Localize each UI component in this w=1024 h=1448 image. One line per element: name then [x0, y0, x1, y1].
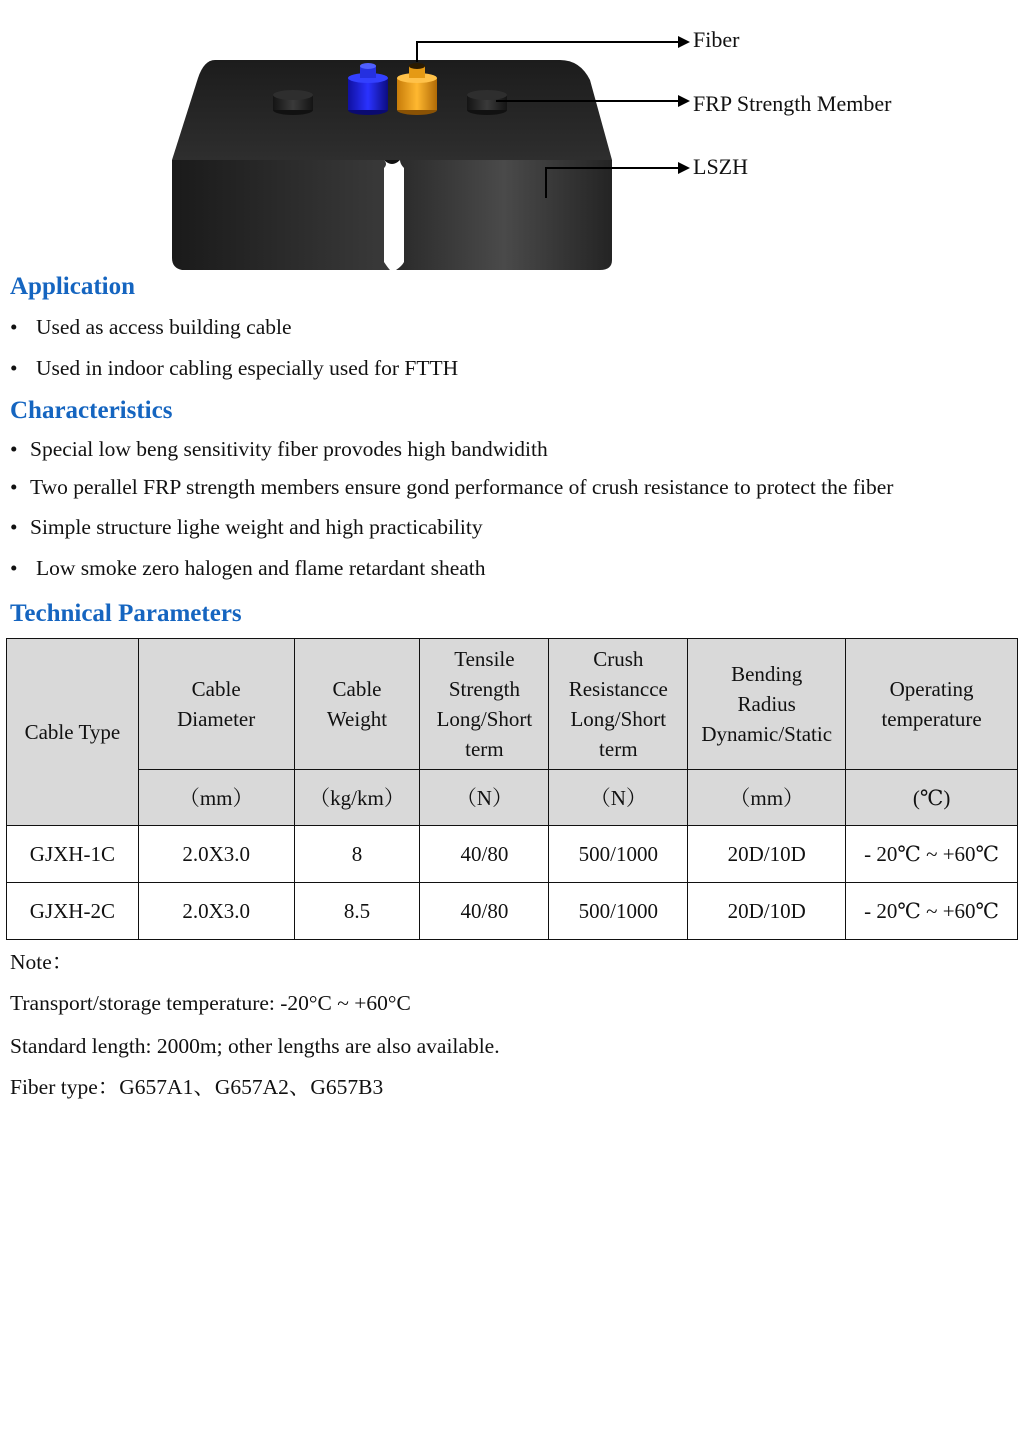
note-title: Note：	[10, 950, 74, 974]
unit-weight: （kg/km）	[294, 770, 420, 826]
note-line: Transport/storage temperature: -20°C ~ +60°C	[10, 991, 411, 1015]
cell-crush: 500/1000	[549, 826, 688, 883]
technical-heading: Technical Parameters	[10, 600, 242, 627]
unit-bending: （mm）	[688, 770, 846, 826]
cell-crush: 500/1000	[549, 883, 688, 940]
unit-diameter: （mm）	[138, 770, 294, 826]
note-line: Standard length: 2000m; other lengths are also available.	[10, 1034, 500, 1058]
cable-front-left	[172, 160, 390, 270]
cable-cross-section-figure	[0, 0, 1024, 275]
characteristics-item: • Special low beng sensitivity fiber provodes high bandwidith	[10, 437, 548, 461]
application-heading: Application	[10, 273, 136, 300]
application-item: • Used as access building cable	[10, 315, 292, 339]
characteristics-item: • Low smoke zero halogen and flame retardant sheath	[10, 556, 486, 580]
cell-weight: 8	[294, 826, 420, 883]
cell-diameter: 2.0X3.0	[138, 883, 294, 940]
unit-temperature: (℃)	[846, 770, 1018, 826]
cell-weight: 8.5	[294, 883, 420, 940]
unit-crush: （N）	[549, 770, 688, 826]
characteristics-item: • Two perallel FRP strength members ensure gond performance of crush resistance to protect the fiber	[10, 475, 894, 499]
frp-callout: FRP Strength Member	[693, 91, 892, 116]
cell-tensile: 40/80	[420, 883, 549, 940]
cell-bending: 20D/10D	[688, 826, 846, 883]
header-cable-weight: Cable Weight	[294, 639, 420, 770]
cable-front-right	[396, 160, 612, 270]
header-bending-radius: Bending Radius Dynamic/Static	[688, 639, 846, 770]
cell-temperature: - 20℃ ~ +60℃	[846, 883, 1018, 940]
header-cable-diameter: Cable Diameter	[138, 639, 294, 770]
cell-temperature: - 20℃ ~ +60℃	[846, 826, 1018, 883]
table-row	[7, 883, 1018, 940]
table-row	[7, 826, 1018, 883]
fiber-leader-line	[417, 42, 680, 62]
lszh-callout: LSZH	[693, 154, 748, 179]
application-item: • Used in indoor cabling especially used for FTTH	[10, 356, 459, 380]
cell-cable-type: GJXH-1C	[7, 826, 139, 883]
fiber-callout: Fiber	[693, 27, 740, 52]
header-tensile-strength: Tensile Strength Long/Short term	[420, 639, 549, 770]
header-crush-resistance: Crush Resistancce Long/Short term	[549, 639, 688, 770]
cell-tensile: 40/80	[420, 826, 549, 883]
cell-bending: 20D/10D	[688, 883, 846, 940]
technical-parameters-table	[6, 638, 1018, 940]
characteristics-item: • Simple structure lighe weight and high practicability	[10, 515, 483, 539]
cell-diameter: 2.0X3.0	[138, 826, 294, 883]
cell-cable-type: GJXH-2C	[7, 883, 139, 940]
note-line: Fiber type：G657A1、G657A2、G657B3	[10, 1075, 384, 1099]
characteristics-heading: Characteristics	[10, 397, 173, 424]
header-cable-type: Cable Type	[7, 639, 139, 826]
cable-top-face	[172, 60, 612, 160]
header-operating-temperature: Operating temperature	[846, 639, 1018, 770]
unit-tensile: （N）	[420, 770, 549, 826]
